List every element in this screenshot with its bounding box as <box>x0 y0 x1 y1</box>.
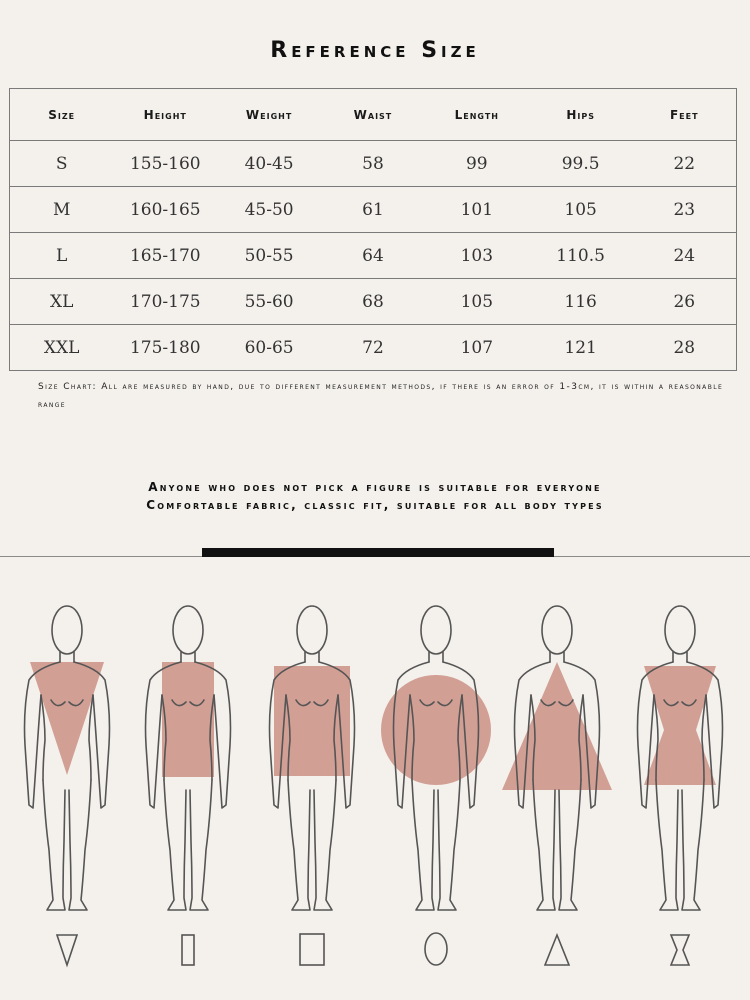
figure-square <box>270 606 355 910</box>
cell-size: M <box>10 187 114 233</box>
cell-waist: 72 <box>321 325 425 371</box>
triangle-icon <box>545 935 569 965</box>
square-icon <box>300 934 324 965</box>
slogan-line-1: Anyone who does not pick a figure is suitable for everyone <box>148 480 602 494</box>
cell-waist: 64 <box>321 233 425 279</box>
figure-inverted-triangle <box>25 606 110 910</box>
header-feet: Feet <box>633 89 737 141</box>
header-waist: Waist <box>321 89 425 141</box>
cell-weight: 45-50 <box>217 187 321 233</box>
cell-size: S <box>10 141 114 187</box>
cell-weight: 50-55 <box>217 233 321 279</box>
table-row <box>10 187 737 233</box>
header-height: Height <box>113 89 217 141</box>
cell-height: 160-165 <box>113 187 217 233</box>
figure-hourglass <box>638 606 723 910</box>
cell-height: 155-160 <box>113 141 217 187</box>
page-title: Reference Size <box>270 38 480 63</box>
header-weight: Weight <box>217 89 321 141</box>
table-row <box>10 325 737 371</box>
hourglass-icon <box>671 935 689 965</box>
cell-length: 107 <box>425 325 529 371</box>
cell-length: 99 <box>425 141 529 187</box>
cell-feet: 28 <box>633 325 737 371</box>
header-hips: Hips <box>529 89 633 141</box>
cell-size: XL <box>10 279 114 325</box>
cell-waist: 61 <box>321 187 425 233</box>
cell-feet: 24 <box>633 233 737 279</box>
cell-feet: 23 <box>633 187 737 233</box>
table-row <box>10 141 737 187</box>
cell-feet: 26 <box>633 279 737 325</box>
cell-height: 175-180 <box>113 325 217 371</box>
header-size: Size <box>10 89 114 141</box>
cell-weight: 60-65 <box>217 325 321 371</box>
body-type-figures <box>0 580 750 1000</box>
table-header-row <box>10 89 737 141</box>
cell-height: 165-170 <box>113 233 217 279</box>
cell-waist: 68 <box>321 279 425 325</box>
figure-round <box>381 606 491 910</box>
slogan-line-2: Comfortable fabric, classic fit, suitable for all body types <box>146 498 604 512</box>
table-row <box>10 233 737 279</box>
narrow-rectangle-icon <box>182 935 194 965</box>
cell-size: L <box>10 233 114 279</box>
figure-triangle <box>502 606 612 910</box>
size-chart-note: Size Chart: All are measured by hand, due to different measurement methods, if there is an error of 1-3cm, it is within a reasonable range <box>38 382 724 410</box>
cell-feet: 22 <box>633 141 737 187</box>
cell-waist: 58 <box>321 141 425 187</box>
divider-bar <box>202 548 554 557</box>
cell-length: 105 <box>425 279 529 325</box>
figure-rectangle <box>146 606 231 910</box>
cell-height: 170-175 <box>113 279 217 325</box>
inverted-triangle-icon <box>57 935 77 965</box>
cell-hips: 99.5 <box>529 141 633 187</box>
cell-hips: 110.5 <box>529 233 633 279</box>
cell-length: 101 <box>425 187 529 233</box>
cell-size: XXL <box>10 325 114 371</box>
slogan <box>0 478 750 514</box>
cell-weight: 40-45 <box>217 141 321 187</box>
size-table <box>9 88 737 371</box>
oval-icon <box>425 933 447 965</box>
cell-hips: 105 <box>529 187 633 233</box>
cell-weight: 55-60 <box>217 279 321 325</box>
header-length: Length <box>425 89 529 141</box>
cell-length: 103 <box>425 233 529 279</box>
cell-hips: 121 <box>529 325 633 371</box>
table-row <box>10 279 737 325</box>
cell-hips: 116 <box>529 279 633 325</box>
